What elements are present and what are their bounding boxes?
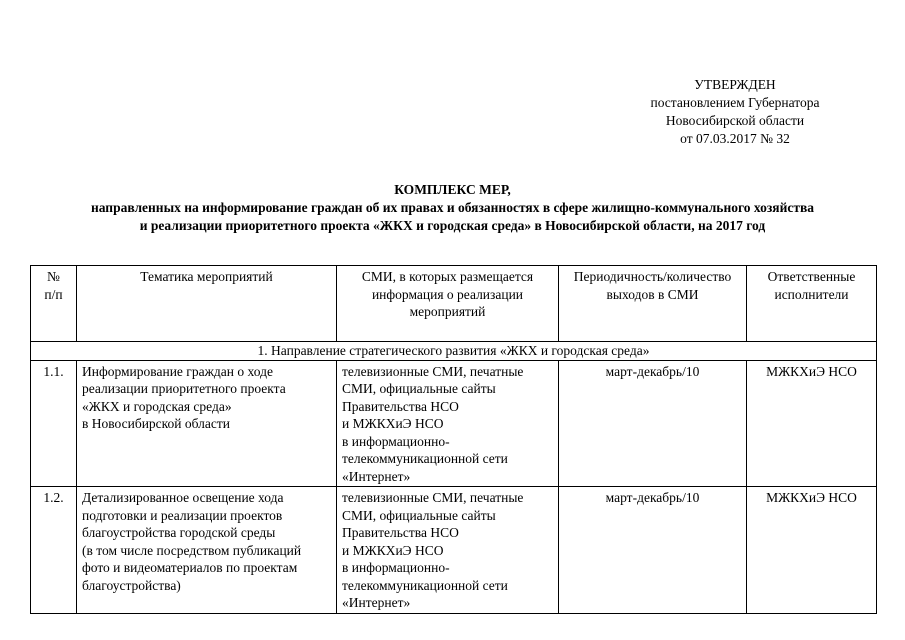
approval-date-line: от 07.03.2017 № 32 (680, 131, 790, 146)
table-row (31, 487, 877, 614)
section-title: 1. Направление стратегического развития «ЖКХ и городская среда» (31, 342, 877, 361)
row-number: 1.2. (31, 487, 77, 614)
header-responsible: Ответственные исполнители (747, 266, 877, 342)
row-topic: Детализированное освещение хода подготовки и реализации проектов благоустройства городской среды (в том числе посредством публикаций фото и видеоматериалов по проектам благоустройства) (77, 487, 337, 614)
table-header-row (31, 266, 877, 342)
row-responsible: МЖКХиЭ НСО (747, 360, 877, 487)
approval-line: УТВЕРЖДЕН (694, 77, 776, 92)
row-media: телевизионные СМИ, печатные СМИ, официальные сайты Правительства НСО и МЖКХиЭ НСО в информационно- телекоммуникационной сети «Интернет» (337, 360, 559, 487)
row-topic: Информирование граждан о ходе реализации приоритетного проекта «ЖКХ и городская среда» в Новосибирской области (77, 360, 337, 487)
section-row (31, 342, 877, 361)
row-media: телевизионные СМИ, печатные СМИ, официальные сайты Правительства НСО и МЖКХиЭ НСО в информационно- телекоммуникационной сети «Интернет» (337, 487, 559, 614)
measures-table (30, 265, 877, 614)
document-title (0, 181, 905, 235)
row-period: март-декабрь/10 (559, 360, 747, 487)
title-line: и реализации приоритетного проекта «ЖКХ и городская среда» в Новосибирской области, на 2017 год (139, 218, 766, 233)
header-period: Периодичность/количество выходов в СМИ (559, 266, 747, 342)
row-responsible: МЖКХиЭ НСО (747, 487, 877, 614)
approval-line: постановлением Губернатора (650, 95, 820, 110)
header-num: № п/п (31, 266, 77, 342)
approval-stamp (620, 76, 850, 148)
header-media: СМИ, в которых размещается информация о реализации мероприятий (337, 266, 559, 342)
table-row (31, 360, 877, 487)
title-line: направленных на информирование граждан об их правах и обязанностях в сфере жилищно-коммунального хозяйства (90, 200, 815, 215)
row-number: 1.1. (31, 360, 77, 487)
header-topic: Тематика мероприятий (77, 266, 337, 342)
row-period: март-декабрь/10 (559, 487, 747, 614)
approval-line: Новосибирской области (665, 113, 805, 128)
title-line: КОМПЛЕКС МЕР, (394, 182, 511, 197)
